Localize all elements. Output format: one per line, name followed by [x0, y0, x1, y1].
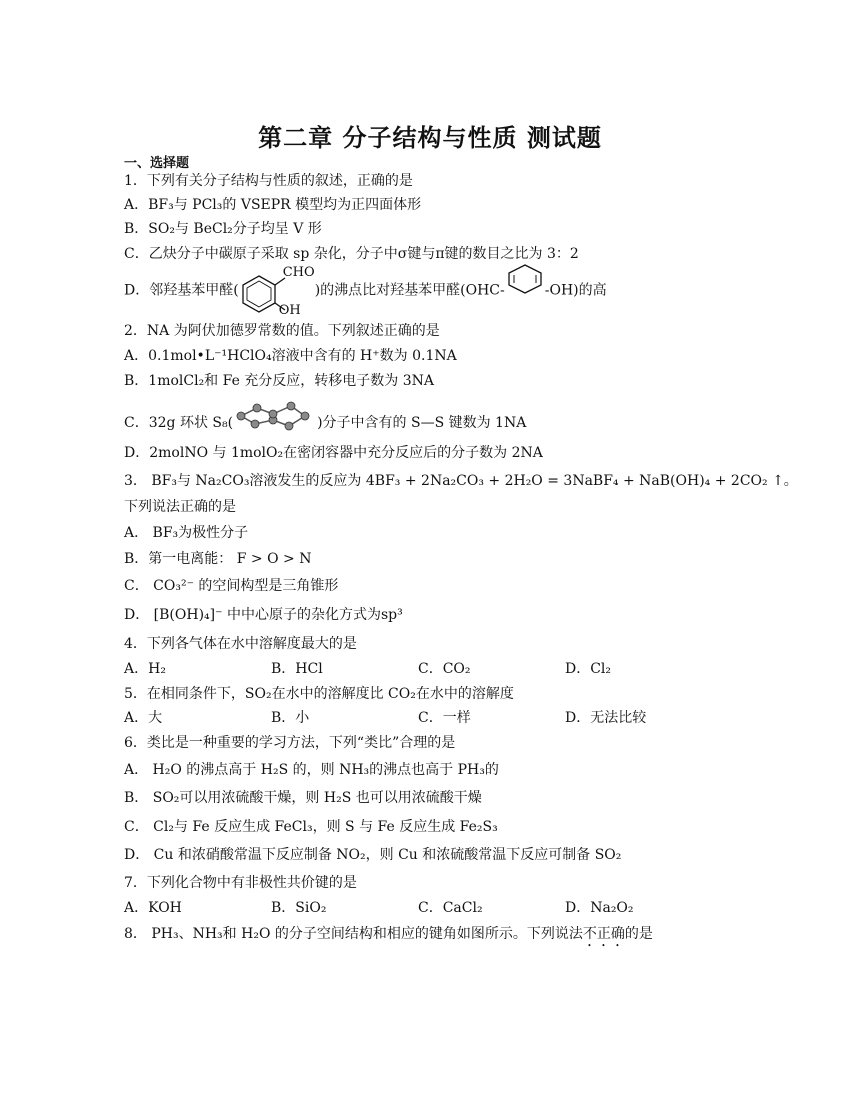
q4-option-d: D．Cl₂: [565, 661, 612, 677]
q4-stem: 4．下列各气体在水中溶解度最大的是: [124, 636, 357, 652]
q8-stem: [124, 925, 653, 950]
q1-option-d: [124, 263, 607, 317]
q6-option-d: D． Cu 和浓硝酸常温下反应制备 NO₂，则 Cu 和浓硫酸常温下反应可制备 SO₂: [124, 847, 622, 863]
q2-option-d: D．2molNO 与 1molO₂在密闭容器中充分反应后的分子数为 2NA: [124, 445, 543, 461]
q4-options: [124, 660, 712, 678]
q1-option-b: B．SO₂与 BeCl₂分子均呈 V 形: [124, 221, 322, 237]
q3-option-c: C． CO₃²⁻ 的空间构型是三角锥形: [124, 578, 339, 594]
q3-option-b: B．第一电离能： F > O > N: [124, 551, 312, 567]
q2-c-post: )分子中含有的 S—S 键数为 1NA: [317, 415, 527, 431]
q5-option-b: B．小: [271, 710, 310, 726]
q3-stem-2: 下列说法正确的是: [124, 499, 236, 515]
q1-stem: 1．下列有关分子结构与性质的叙述，正确的是: [124, 173, 413, 189]
q2-stem: 2．NA 为阿伏加德罗常数的值。下列叙述正确的是: [124, 323, 440, 339]
q4-option-c: C．CO₂: [418, 661, 471, 677]
q1-option-a: A．BF₃与 PCl₃的 VSEPR 模型均为正四面体形: [124, 197, 422, 213]
q3-stem: 3． BF₃与 Na₂CO₃溶液发生的反应为 4BF₃ + 2Na₂CO₃ + 2H₂O = 3NaBF₄ + NaB(OH)₄ + 2CO₂ ↑。: [124, 473, 798, 489]
q1-d-pre: D．邻羟基苯甲醛(: [124, 282, 239, 299]
q5-option-c: C．一样: [418, 710, 471, 726]
q6-option-b: B． SO₂可以用浓硫酸干燥，则 H₂S 也可以用浓硫酸干燥: [124, 790, 482, 806]
o-hydroxybenzaldehyde-structure: [239, 264, 315, 318]
q5-stem: 5．在相同条件下，SO₂在水中的溶解度比 CO₂在水中的溶解度: [124, 686, 514, 702]
q3-option-d: D． [B(OH)₄]⁻ 中中心原子的杂化方式为sp³: [124, 607, 403, 623]
q8-stem-pre: 8． PH₃、NH₃和 H₂O 的分子空间结构和相应的键角如图所示。下列说法: [124, 926, 583, 942]
q6-stem: 6．类比是一种重要的学习方法，下列“类比”合理的是: [124, 735, 456, 751]
page-title: 第二章 分子结构与性质 测试题: [258, 123, 602, 152]
q8-stem-post: 的是: [624, 926, 653, 942]
q8-stem-emphasis: 不正确: [582, 926, 625, 942]
q7-option-b: B．SiO₂: [271, 900, 327, 916]
q4-option-b: B．HCl: [271, 661, 323, 677]
q2-option-a: A．0.1mol•L⁻¹HClO₄溶液中含有的 H⁺数为 0.1NA: [124, 348, 457, 364]
q5-options: [124, 709, 712, 727]
q7-option-d: D．Na₂O₂: [565, 900, 634, 916]
q2-c-pre: C．32g 环状 S₈(: [124, 415, 234, 431]
q7-option-a: A．KOH: [124, 900, 182, 916]
cho-label: CHO: [282, 264, 315, 280]
q2-option-b: B．1molCl₂和 Fe 充分反应，转移电子数为 3NA: [124, 373, 435, 389]
q5-option-d: D．无法比较: [565, 710, 647, 726]
q6-option-c: C． Cl₂与 Fe 反应生成 FeCl₃，则 S 与 Fe 反应生成 Fe₂S₃: [124, 819, 498, 835]
section-heading: 一、选择题: [124, 156, 190, 171]
benzene-ring-icon: [505, 263, 545, 295]
q4-option-a: A．H₂: [124, 661, 166, 677]
q7-option-c: C．CaCl₂: [418, 900, 483, 916]
q1-d-mid: )的沸点比对羟基苯甲醛(OHC-: [314, 282, 505, 299]
q7-stem: 7．下列化合物中有非极性共价键的是: [124, 875, 357, 891]
oh-label: OH: [278, 302, 301, 318]
s8-ring-structure: [233, 398, 317, 448]
q2-option-c: [124, 398, 526, 434]
q6-option-a: A． H₂O 的沸点高于 H₂S 的，则 NH₃的沸点也高于 PH₃的: [124, 762, 499, 778]
q1-d-post: -OH)的高: [544, 282, 607, 299]
q1-option-c: C．乙炔分子中碳原子采取 sp 杂化，分子中σ键与π键的数目之比为 3：2: [124, 246, 579, 262]
q7-options: [124, 899, 712, 917]
q5-option-a: A．大: [124, 710, 163, 726]
p-ring-structure: [505, 263, 545, 318]
q3-option-a: A． BF₃为极性分子: [124, 525, 249, 541]
s8-ring-icon: [233, 398, 317, 434]
